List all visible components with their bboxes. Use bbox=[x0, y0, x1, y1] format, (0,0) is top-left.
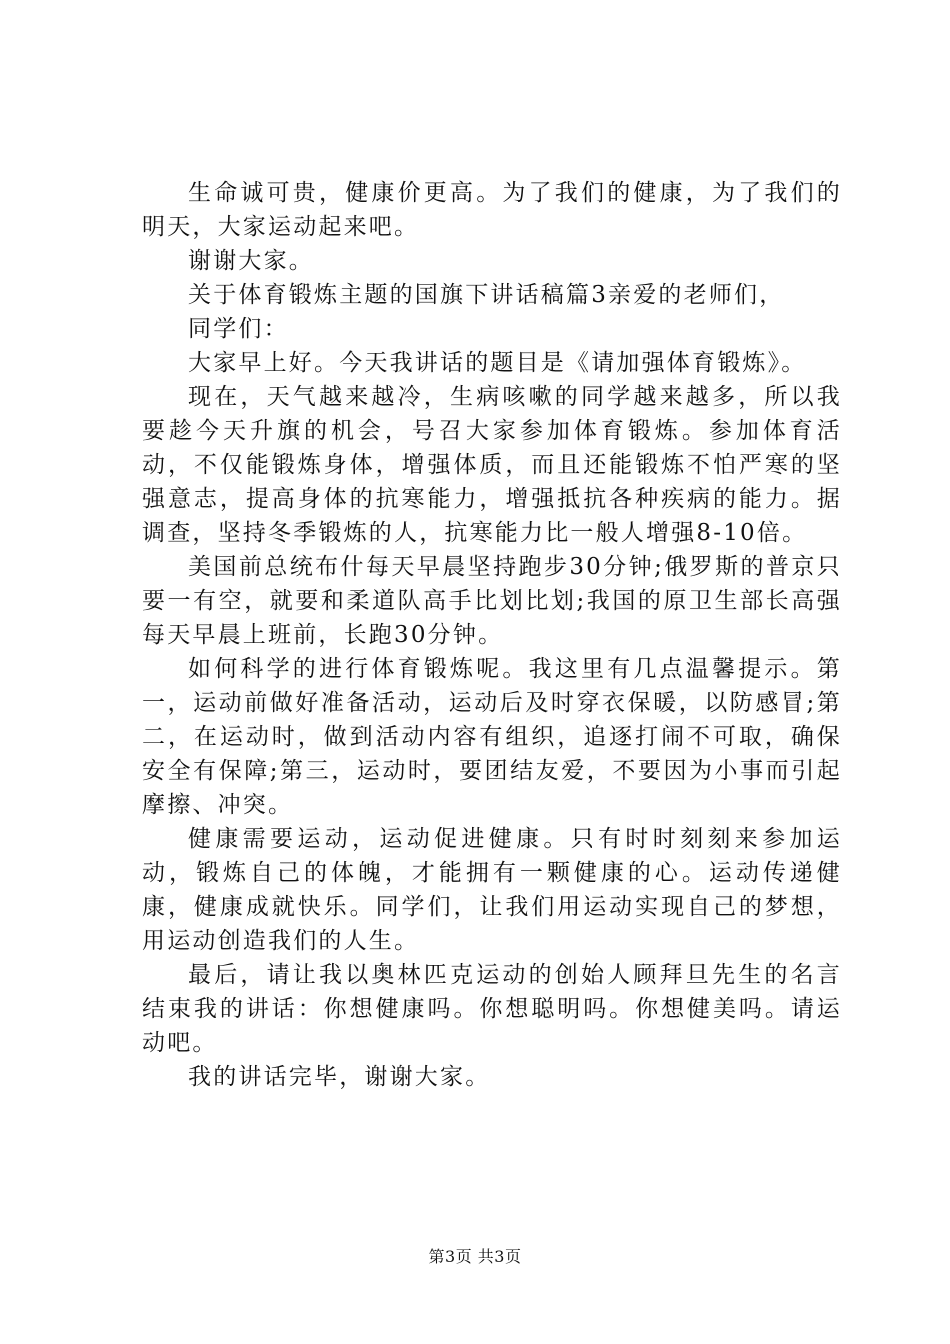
paragraph: 生命诚可贵，健康价更高。为了我们的健康，为了我们的明天，大家运动起来吧。 bbox=[142, 180, 842, 240]
paragraph: 大家早上好。今天我讲话的题目是《请加强体育锻炼》。 bbox=[188, 350, 807, 376]
document-body bbox=[142, 176, 842, 1094]
paragraph: 同学们： bbox=[188, 316, 289, 342]
page-number-footer: 第3页 共3页 bbox=[428, 1247, 522, 1266]
paragraph: 如何科学的进行体育锻炼呢。我这里有几点温馨提示。第一，运动前做好准备活动，运动后及时穿衣保暖，以防感冒;第二，在运动时，做到活动内容有组织，追逐打闹不可取，确保安全有保障;第三，运动时，要团结友爱，不要因为小事而引起摩擦、冲突。 bbox=[142, 656, 842, 818]
paragraph: 关于体育锻炼主题的国旗下讲话稿篇3亲爱的老师们， bbox=[188, 282, 785, 308]
paragraph: 现在，天气越来越冷，生病咳嗽的同学越来越多，所以我要趁今天升旗的机会，号召大家参加体育锻炼。参加体育活动，不仅能锻炼身体，增强体质，而且还能锻炼不怕严寒的坚强意志，提高身体的抗寒能力，增强抵抗各种疾病的能力。据调查，坚持冬季锻炼的人，抗寒能力比一般人增强8-10倍。 bbox=[142, 384, 842, 546]
paragraph: 美国前总统布什每天早晨坚持跑步30分钟;俄罗斯的普京只要一有空，就要和柔道队高手比划比划;我国的原卫生部长高强每天早晨上班前，长跑30分钟。 bbox=[142, 554, 842, 648]
paragraph: 最后，请让我以奥林匹克运动的创始人顾拜旦先生的名言结束我的讲话：你想健康吗。你想聪明吗。你想健美吗。请运动吧。 bbox=[142, 962, 842, 1056]
paragraph: 谢谢大家。 bbox=[188, 248, 314, 274]
paragraph: 健康需要运动，运动促进健康。只有时时刻刻来参加运动，锻炼自己的体魄，才能拥有一颗健康的心。运动传递健康，健康成就快乐。同学们，让我们用运动实现自己的梦想，用运动创造我们的人生。 bbox=[142, 826, 842, 954]
paragraph: 我的讲话完毕，谢谢大家。 bbox=[188, 1064, 491, 1090]
